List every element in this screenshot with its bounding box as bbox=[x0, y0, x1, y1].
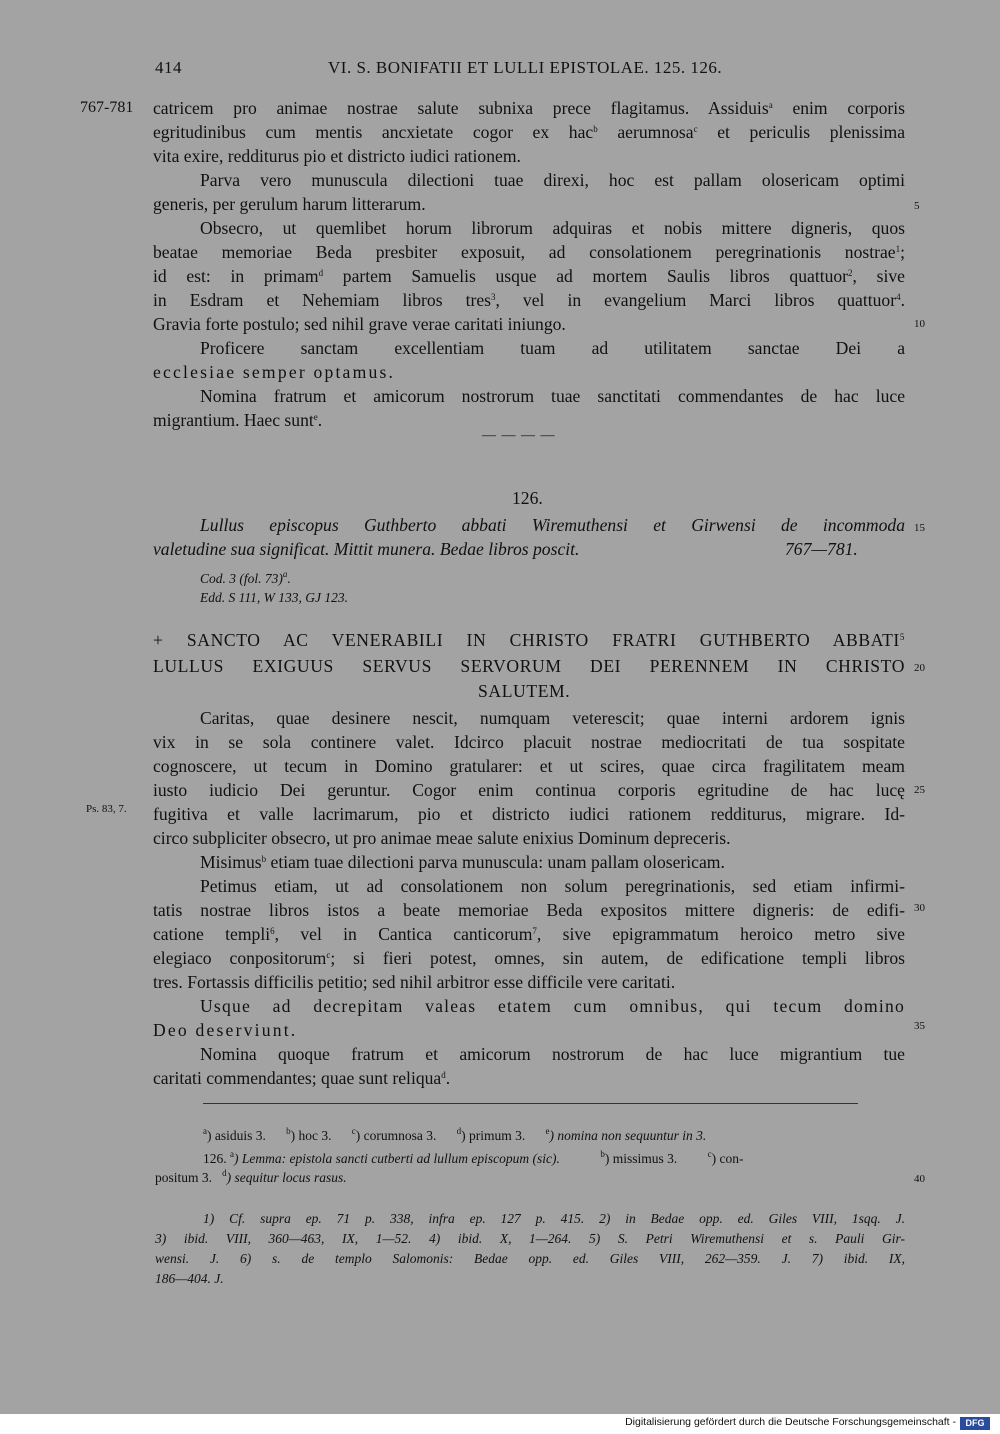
text-line: migrantium. Haec sunt$^e$. bbox=[153, 410, 323, 430]
text-line: Nomina fratrum et amicorum nostrorum tuae sanctitati commendantes de hac luce bbox=[200, 386, 905, 406]
text-line: fugitiva et valle lacrimarum, pio et districto iudici rationem redditurus, migrare. Id- bbox=[153, 804, 905, 824]
line-number: 25 bbox=[914, 784, 925, 796]
text-line: beatae memoriae Beda presbiter exposuit, ad consolationem peregrinationis nostrae$^1$; bbox=[153, 242, 905, 262]
page-number: 414 bbox=[155, 58, 182, 77]
letter-number: 126. bbox=[512, 488, 543, 508]
address-line: LULLUS EXIGUUS SERVUS SERVORUM DEI PERENNEM IN CHRISTO bbox=[153, 656, 905, 676]
address-line: SALUTEM. bbox=[478, 681, 571, 701]
line-number: 40 bbox=[914, 1173, 925, 1185]
editions-reference: Edd. S 111, W 133, GJ 123. bbox=[200, 590, 348, 605]
text-line: circo subpliciter obsecro, ut pro animae meae salute enixius Dominum depreceris. bbox=[153, 828, 731, 848]
text-line: id est: in primam$^d$ partem Samuelis usque ad mortem Saulis libros quattuor$^2$, sive bbox=[153, 266, 905, 286]
text-line-spaced: Deo deserviunt. bbox=[153, 1020, 298, 1040]
section-separator: — — — — bbox=[482, 428, 556, 443]
line-number: 30 bbox=[914, 902, 925, 914]
text-line: Petimus etiam, ut ad consolationem non solum peregrinationis, sed etiam infirmi- bbox=[200, 876, 905, 896]
text-line: vita exire, redditurus pio et districto iudici rationem. bbox=[153, 146, 521, 166]
line-number: 10 bbox=[914, 318, 925, 330]
text-line: Caritas, quae desinere nescit, numquam veterescit; quae interni ardorem ignis bbox=[200, 708, 905, 728]
margin-date-range: 767-781 bbox=[80, 99, 134, 116]
apparatus-line: $^a$) asiduis 3. $^b$) hoc 3. $^c$) corumnosa 3. $^d$) primum 3. $^e$) nomina non sequuntur in 3. bbox=[203, 1126, 707, 1143]
letter-date: 767—781. bbox=[785, 539, 858, 559]
text-line: cognoscere, ut tecum in Domino gratularer: et ut scires, quae circa fragilitatem meam bbox=[153, 756, 905, 776]
letter-summary: valetudine sua significat. Mittit munera. Bedae libros poscit. bbox=[153, 539, 580, 559]
line-number: 5 bbox=[914, 200, 920, 212]
text-line: Misimus$^b$ etiam tuae dilectioni parva munuscula: unam pallam olosericam. bbox=[200, 852, 725, 872]
text-line: tres. Fortassis difficilis petitio; sed nihil arbitror esse difficile vere caritati. bbox=[153, 972, 676, 992]
text-line: iusto iudicio Dei geruntur. Cogor enim continua corporis egritudine de hac lucę bbox=[153, 780, 905, 800]
line-number: 20 bbox=[914, 662, 925, 674]
text-line: Nomina quoque fratrum et amicorum nostrorum de hac luce migrantium tue bbox=[200, 1044, 905, 1064]
text-line: tatis nostrae libros istos a beate memoriae Beda expositos mittere digneris: de edifi- bbox=[153, 900, 905, 920]
text-line-spaced: Proficere sanctam excellentiam tuam ad utilitatem sanctae Dei a bbox=[200, 338, 905, 358]
text-line: Obsecro, ut quemlibet horum librorum adquiras et nobis mittere digneris, quos bbox=[200, 218, 905, 238]
text-line: egritudinibus cum mentis ancxietate cogor ex hac$^b$ aerumnosa$^c$ et periculis plenissima bbox=[153, 122, 906, 142]
codex-reference: Cod. 3 (fol. 73)$^a$. bbox=[200, 569, 291, 586]
dfg-logo: DFG bbox=[960, 1417, 990, 1430]
text-line: in Esdram et Nehemiam libros tres$^3$, vel in evangelium Marci libros quattuor$^4$. bbox=[153, 290, 905, 310]
text-line: Gravia forte postulo; sed nihil grave verae caritati iniungo. bbox=[153, 314, 566, 334]
text-line: Parva vero munuscula dilectioni tuae direxi, hoc est pallam olosericam optimi bbox=[200, 170, 905, 190]
apparatus-rule bbox=[203, 1103, 858, 1104]
text-line: vix in se sola continere valet. Idcirco placuit nostrae mediocritati de tua sospitate bbox=[153, 732, 905, 752]
footnote-line: 3) ibid. VIII, 360—463, IX, 1—52. 4) ibid. X, 1—264. 5) S. Petri Wiremuthensi et s. Pauli Gir- bbox=[155, 1231, 905, 1246]
text-line: elegiaco conpositorum$^c$; si fieri potest, omnes, sin autem, de edificatione templi libros bbox=[153, 948, 905, 968]
line-number: 35 bbox=[914, 1020, 925, 1032]
footer-credit: Digitalisierung gefördert durch die Deutsche Forschungsgemeinschaft - bbox=[625, 1416, 956, 1428]
text-line: catione templi$^6$, vel in Cantica canticorum$^7$, sive epigrammatum heroico metro sive bbox=[153, 924, 905, 944]
apparatus-line: 126. $^a$) Lemma: epistola sancti cutberti ad lullum episcopum (sic). $^b$) missimus 3. $^c$) con- bbox=[203, 1149, 744, 1166]
letter-summary: Lullus episcopus Guthberto abbati Wiremuthensi et Girwensi de incommoda bbox=[200, 515, 905, 535]
footnote-line: 1) Cf. supra ep. 71 p. 338, infra ep. 127 p. 415. 2) in Bedae opp. ed. Giles VIII, 1sqq. J. bbox=[203, 1211, 905, 1226]
running-title: VI. S. BONIFATII ET LULLI EPISTOLAE. 125. 126. bbox=[328, 58, 723, 77]
text-line: catricem pro animae nostrae salute subnixa prece flagitamus. Assiduis$^a$ enim corporis bbox=[153, 98, 906, 118]
apparatus-line: positum 3. $^d$) sequitur locus rasus. bbox=[155, 1168, 347, 1185]
text-line-spaced: Usque ad decrepitam valeas etatem cum omnibus, qui tecum domino bbox=[200, 996, 905, 1016]
line-number: 15 bbox=[914, 522, 925, 534]
footnote-line: 186—404. J. bbox=[155, 1271, 224, 1286]
address-line: + SANCTO AC VENERABILI IN CHRISTO FRATRI GUTHBERTO ABBATI$^5$ bbox=[153, 630, 905, 650]
footnote-line: wensi. J. 6) s. de templo Salomonis: Bedae opp. ed. Giles VIII, 262—359. J. 7) ibid. IX, bbox=[155, 1251, 905, 1266]
text-line-spaced: ecclesiae semper optamus. bbox=[153, 362, 396, 382]
margin-psalm-ref: Ps. 83, 7. bbox=[86, 803, 127, 815]
text-line: generis, per gerulum harum litterarum. bbox=[153, 194, 426, 214]
text-line: caritati commendantes; quae sunt reliqua$^d$. bbox=[153, 1068, 451, 1088]
